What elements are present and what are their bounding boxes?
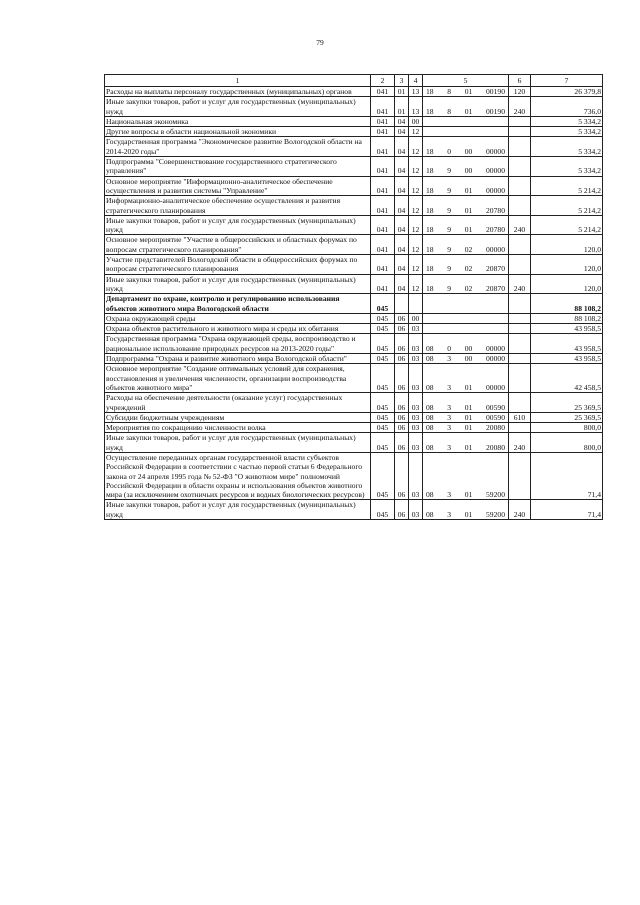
- row-subsection-code: 13: [409, 97, 423, 117]
- table-row: [105, 452, 603, 499]
- row-section-code: [395, 294, 409, 314]
- table-row: [105, 412, 603, 422]
- target-direction: 20870: [486, 264, 505, 274]
- target-program: 08: [426, 490, 434, 500]
- row-target-code: [423, 255, 509, 275]
- row-target-code: [423, 97, 509, 117]
- row-name: Государственная программа "Охрана окружающей среды, воспроизводство и рациональное использование природных ресурсов на 2013-2020 годы": [105, 334, 371, 354]
- row-name: Мероприятия по сокращению численности волка: [105, 423, 371, 433]
- row-amount: 5 214,2: [531, 196, 603, 216]
- target-subprogram: 9: [447, 264, 452, 274]
- target-measure: 02: [464, 283, 473, 293]
- target-direction: 59200: [486, 509, 505, 519]
- row-target-code: [423, 354, 509, 364]
- row-expense-type: 240: [509, 433, 531, 453]
- table-row: [105, 423, 603, 433]
- row-expense-type: 240: [509, 500, 531, 520]
- target-subprogram: 3: [447, 412, 452, 422]
- target-measure: 01: [464, 205, 473, 215]
- header-col-2: 2: [371, 75, 395, 87]
- row-section-code: 01: [395, 87, 409, 97]
- target-subprogram: 0: [447, 146, 452, 156]
- row-expense-type: [509, 137, 531, 157]
- table-row: [105, 500, 603, 520]
- target-measure: 01: [464, 185, 473, 195]
- table-row: [105, 393, 603, 413]
- row-expense-type: [509, 364, 531, 393]
- target-direction: 00000: [486, 244, 505, 254]
- target-direction: 00590: [486, 402, 505, 412]
- target-program: 08: [426, 412, 434, 422]
- row-target-code: [423, 334, 509, 354]
- row-admin-code: 041: [371, 87, 395, 97]
- row-admin-code: 045: [371, 294, 395, 314]
- table-row: [105, 87, 603, 97]
- row-subsection-code: 03: [409, 334, 423, 354]
- row-subsection-code: 00: [409, 116, 423, 126]
- table-row: [105, 294, 603, 314]
- target-direction: 00000: [486, 354, 505, 364]
- table-row: [105, 97, 603, 117]
- row-subsection-code: 03: [409, 423, 423, 433]
- target-measure: 00: [464, 166, 473, 176]
- target-measure: 01: [464, 106, 473, 116]
- row-name: Основное мероприятие "Информационно-аналитическое обеспечение осуществления и развития системы "Управление": [105, 176, 371, 196]
- row-name: Иные закупки товаров, работ и услуг для государственных (муниципальных) нужд: [105, 97, 371, 117]
- target-direction: 00000: [486, 382, 505, 392]
- row-amount: 120,0: [531, 274, 603, 294]
- header-row: [105, 75, 603, 87]
- table-row: [105, 354, 603, 364]
- row-subsection-code: 03: [409, 500, 423, 520]
- row-section-code: 06: [395, 324, 409, 334]
- target-program: 08: [426, 354, 434, 364]
- row-section-code: 06: [395, 364, 409, 393]
- row-target-code: [423, 393, 509, 413]
- row-name: Национальная экономика: [105, 116, 371, 126]
- table-row: [105, 364, 603, 393]
- target-program: 08: [426, 402, 434, 412]
- table-body: [105, 87, 603, 520]
- target-measure: 01: [464, 87, 473, 96]
- row-expense-type: [509, 354, 531, 364]
- row-amount: 88 108,2: [531, 313, 603, 323]
- row-section-code: 04: [395, 215, 409, 235]
- row-section-code: 06: [395, 412, 409, 422]
- row-section-code: 04: [395, 116, 409, 126]
- row-section-code: 06: [395, 334, 409, 354]
- row-expense-type: [509, 235, 531, 255]
- row-amount: 736,0: [531, 97, 603, 117]
- row-amount: 71,4: [531, 452, 603, 499]
- target-subprogram: 3: [447, 442, 452, 452]
- target-direction: 00000: [486, 146, 505, 156]
- row-subsection-code: 12: [409, 215, 423, 235]
- row-target-code: [423, 423, 509, 433]
- row-admin-code: 041: [371, 255, 395, 275]
- target-direction: 20870: [486, 283, 505, 293]
- row-subsection-code: 12: [409, 127, 423, 137]
- target-program: 18: [426, 225, 434, 235]
- target-program: 18: [426, 205, 434, 215]
- row-admin-code: 041: [371, 97, 395, 117]
- row-expense-type: [509, 423, 531, 433]
- table-row: [105, 274, 603, 294]
- row-admin-code: 045: [371, 393, 395, 413]
- row-target-code: [423, 176, 509, 196]
- row-expense-type: [509, 196, 531, 216]
- row-subsection-code: [409, 294, 423, 314]
- target-subprogram: 9: [447, 283, 452, 293]
- target-program: 08: [426, 509, 434, 519]
- page-number: 79: [316, 38, 324, 47]
- row-section-code: 06: [395, 423, 409, 433]
- row-subsection-code: 03: [409, 364, 423, 393]
- target-subprogram: 9: [447, 205, 452, 215]
- row-amount: 43 958,5: [531, 324, 603, 334]
- row-section-code: 06: [395, 313, 409, 323]
- table-row: [105, 334, 603, 354]
- row-admin-code: 045: [371, 354, 395, 364]
- row-name: Участие представителей Вологодской области в общероссийских форумах по вопросам стратегического планирования: [105, 255, 371, 275]
- target-direction: 00000: [486, 166, 505, 176]
- row-target-code: [423, 274, 509, 294]
- row-target-code: [423, 116, 509, 126]
- target-direction: 00590: [486, 412, 505, 422]
- target-program: 08: [426, 442, 434, 452]
- row-subsection-code: 12: [409, 176, 423, 196]
- row-admin-code: 041: [371, 274, 395, 294]
- row-section-code: 06: [395, 433, 409, 453]
- row-admin-code: 041: [371, 196, 395, 216]
- row-amount: 71,4: [531, 500, 603, 520]
- row-subsection-code: 03: [409, 452, 423, 499]
- row-name: Субсидии бюджетным учреждениям: [105, 412, 371, 422]
- row-target-code: [423, 324, 509, 334]
- row-admin-code: 041: [371, 176, 395, 196]
- row-amount: 5 334,2: [531, 137, 603, 157]
- row-subsection-code: 03: [409, 354, 423, 364]
- row-target-code: [423, 433, 509, 453]
- row-expense-type: [509, 127, 531, 137]
- row-amount: 26 379,8: [531, 87, 603, 97]
- row-admin-code: 045: [371, 433, 395, 453]
- row-amount: 25 369,5: [531, 412, 603, 422]
- target-measure: 01: [464, 509, 473, 519]
- row-admin-code: 041: [371, 127, 395, 137]
- row-expense-type: [509, 324, 531, 334]
- target-subprogram: 3: [447, 423, 452, 433]
- target-program: 08: [426, 382, 434, 392]
- row-section-code: 04: [395, 137, 409, 157]
- row-section-code: 04: [395, 255, 409, 275]
- target-subprogram: 3: [447, 402, 452, 412]
- table-row: [105, 255, 603, 275]
- table-row: [105, 137, 603, 157]
- target-measure: 01: [464, 490, 473, 500]
- row-admin-code: 041: [371, 157, 395, 177]
- target-direction: 20080: [486, 423, 505, 433]
- row-expense-type: [509, 452, 531, 499]
- row-name: Иные закупки товаров, работ и услуг для государственных (муниципальных) нужд: [105, 433, 371, 453]
- row-section-code: 04: [395, 127, 409, 137]
- row-name: Охрана объектов растительного и животного мира и среды их обитания: [105, 324, 371, 334]
- row-name: Основное мероприятие "Участие в общероссийских и областных форумах по вопросам стратегического планирования": [105, 235, 371, 255]
- row-name: Основное мероприятие "Создание оптимальных условий для сохранения, восстановления и увеличения численности, организации воспроизводства объектов животного мира": [105, 364, 371, 393]
- row-section-code: 06: [395, 500, 409, 520]
- header-col-1: 1: [105, 75, 371, 87]
- row-amount: 5 334,2: [531, 127, 603, 137]
- budget-table: [104, 74, 603, 520]
- table-row: [105, 324, 603, 334]
- row-subsection-code: 03: [409, 433, 423, 453]
- row-subsection-code: 12: [409, 235, 423, 255]
- row-expense-type: [509, 294, 531, 314]
- row-subsection-code: 00: [409, 313, 423, 323]
- row-target-code: [423, 235, 509, 255]
- row-target-code: [423, 500, 509, 520]
- target-program: 08: [426, 423, 434, 433]
- row-amount: 5 214,2: [531, 215, 603, 235]
- row-name: Государственная программа "Экономическое развитие Вологодской области на 2014-2020 годы": [105, 137, 371, 157]
- target-subprogram: 3: [447, 382, 452, 392]
- row-target-code: [423, 364, 509, 393]
- row-admin-code: 041: [371, 215, 395, 235]
- target-program: 18: [426, 244, 434, 254]
- target-program: 18: [426, 283, 434, 293]
- row-target-code: [423, 215, 509, 235]
- row-amount: 120,0: [531, 235, 603, 255]
- row-target-code: [423, 412, 509, 422]
- target-direction: 00190: [486, 106, 505, 116]
- row-name: Осуществление переданных органам государственной власти субъектов Российской Федерации в соответствии с частью первой статьи 6 Федерального закона от 24 апреля 1995 года № 52-ФЗ "О животном мире" полномочий Российской Федерации в области охраны и использования объектов животного мира (за исключением охотничьих ресурсов и водных биологических ресурсов): [105, 452, 371, 499]
- header-col-7: 7: [531, 75, 603, 87]
- row-name: Иные закупки товаров, работ и услуг для государственных (муниципальных) нужд: [105, 274, 371, 294]
- row-expense-type: 240: [509, 215, 531, 235]
- target-direction: 20780: [486, 205, 505, 215]
- row-admin-code: 045: [371, 412, 395, 422]
- row-expense-type: 120: [509, 87, 531, 97]
- target-program: 18: [426, 146, 434, 156]
- row-amount: 5 214,2: [531, 176, 603, 196]
- row-subsection-code: 03: [409, 412, 423, 422]
- target-measure: 02: [464, 244, 473, 254]
- target-measure: 02: [464, 264, 473, 274]
- row-admin-code: 041: [371, 235, 395, 255]
- row-amount: 5 334,2: [531, 157, 603, 177]
- target-subprogram: 0: [447, 343, 452, 353]
- target-subprogram: 3: [447, 509, 452, 519]
- row-expense-type: 240: [509, 274, 531, 294]
- row-admin-code: 041: [371, 116, 395, 126]
- row-admin-code: 045: [371, 452, 395, 499]
- row-name: Расходы на выплаты персоналу государственных (муниципальных) органов: [105, 87, 371, 97]
- target-direction: 20080: [486, 442, 505, 452]
- target-program: 18: [426, 87, 434, 96]
- target-subprogram: 3: [447, 490, 452, 500]
- target-direction: 00000: [486, 343, 505, 353]
- table-row: [105, 157, 603, 177]
- target-measure: 01: [464, 442, 473, 452]
- target-subprogram: 8: [447, 87, 452, 96]
- row-target-code: [423, 294, 509, 314]
- table-row: [105, 176, 603, 196]
- target-program: 18: [426, 264, 434, 274]
- row-admin-code: 045: [371, 313, 395, 323]
- row-amount: 43 958,5: [531, 334, 603, 354]
- table-row: [105, 196, 603, 216]
- target-program: 18: [426, 106, 434, 116]
- table-row: [105, 235, 603, 255]
- row-admin-code: 045: [371, 334, 395, 354]
- row-expense-type: 610: [509, 412, 531, 422]
- target-measure: 01: [464, 412, 473, 422]
- target-direction: 20780: [486, 225, 505, 235]
- row-section-code: 06: [395, 393, 409, 413]
- target-measure: 00: [464, 146, 473, 156]
- target-subprogram: 9: [447, 225, 452, 235]
- row-name: Подпрограмма "Совершенствование государственного стратегического управления": [105, 157, 371, 177]
- target-measure: 00: [464, 354, 473, 364]
- row-amount: 42 458,5: [531, 364, 603, 393]
- target-measure: 01: [464, 402, 473, 412]
- row-name: Подпрограмма "Охрана и развитие животного мира Вологодской области": [105, 354, 371, 364]
- target-measure: 01: [464, 423, 473, 433]
- target-direction: 00000: [486, 185, 505, 195]
- row-section-code: 04: [395, 235, 409, 255]
- row-admin-code: 045: [371, 324, 395, 334]
- row-expense-type: [509, 116, 531, 126]
- row-name: Информационно-аналитическое обеспечение осуществления и развития стратегического планирования: [105, 196, 371, 216]
- target-program: 18: [426, 185, 434, 195]
- target-subprogram: 9: [447, 244, 452, 254]
- target-program: 08: [426, 343, 434, 353]
- row-expense-type: 240: [509, 97, 531, 117]
- row-expense-type: [509, 255, 531, 275]
- row-amount: 120,0: [531, 255, 603, 275]
- table-row: [105, 313, 603, 323]
- row-target-code: [423, 196, 509, 216]
- target-measure: 00: [464, 343, 473, 353]
- row-subsection-code: 12: [409, 255, 423, 275]
- target-subprogram: 8: [447, 106, 452, 116]
- header-col-6: 6: [509, 75, 531, 87]
- row-expense-type: [509, 313, 531, 323]
- target-program: 18: [426, 166, 434, 176]
- row-subsection-code: 03: [409, 324, 423, 334]
- row-amount: 800,0: [531, 433, 603, 453]
- target-measure: 01: [464, 382, 473, 392]
- row-target-code: [423, 127, 509, 137]
- row-subsection-code: 12: [409, 274, 423, 294]
- row-amount: 800,0: [531, 423, 603, 433]
- row-target-code: [423, 452, 509, 499]
- row-subsection-code: 03: [409, 393, 423, 413]
- row-section-code: 04: [395, 176, 409, 196]
- row-subsection-code: 12: [409, 157, 423, 177]
- row-amount: 43 958,5: [531, 354, 603, 364]
- target-subprogram: 9: [447, 166, 452, 176]
- row-name: Охрана окружающей среды: [105, 313, 371, 323]
- row-expense-type: [509, 176, 531, 196]
- row-section-code: 06: [395, 354, 409, 364]
- row-name: Иные закупки товаров, работ и услуг для государственных (муниципальных) нужд: [105, 500, 371, 520]
- table-row: [105, 116, 603, 126]
- row-amount: 88 108,2: [531, 294, 603, 314]
- row-section-code: 04: [395, 196, 409, 216]
- target-subprogram: 9: [447, 185, 452, 195]
- header-col-3: 3: [395, 75, 409, 87]
- target-direction: 59200: [486, 490, 505, 500]
- row-amount: 25 369,5: [531, 393, 603, 413]
- row-target-code: [423, 137, 509, 157]
- row-expense-type: [509, 157, 531, 177]
- header-col-4: 4: [409, 75, 423, 87]
- row-admin-code: 045: [371, 364, 395, 393]
- target-subprogram: 3: [447, 354, 452, 364]
- row-section-code: 01: [395, 97, 409, 117]
- header-col-5: 5: [423, 75, 509, 87]
- row-name: Иные закупки товаров, работ и услуг для государственных (муниципальных) нужд: [105, 215, 371, 235]
- row-section-code: 04: [395, 157, 409, 177]
- row-admin-code: 045: [371, 500, 395, 520]
- row-name: Другие вопросы в области национальной экономики: [105, 127, 371, 137]
- table-row: [105, 433, 603, 453]
- row-admin-code: 041: [371, 137, 395, 157]
- row-target-code: [423, 87, 509, 97]
- row-subsection-code: 13: [409, 87, 423, 97]
- row-subsection-code: 12: [409, 196, 423, 216]
- table-row: [105, 215, 603, 235]
- row-admin-code: 045: [371, 423, 395, 433]
- row-section-code: 06: [395, 452, 409, 499]
- row-expense-type: [509, 334, 531, 354]
- row-expense-type: [509, 393, 531, 413]
- row-name: Расходы на обеспечение деятельности (оказание услуг) государственных учреждений: [105, 393, 371, 413]
- row-subsection-code: 12: [409, 137, 423, 157]
- row-name: Департамент по охране, контролю и регулированию использования объектов животного мира Вологодской области: [105, 294, 371, 314]
- row-target-code: [423, 157, 509, 177]
- table-row: [105, 127, 603, 137]
- row-target-code: [423, 313, 509, 323]
- row-amount: 5 334,2: [531, 116, 603, 126]
- row-section-code: 04: [395, 274, 409, 294]
- target-measure: 01: [464, 225, 473, 235]
- target-direction: 00190: [486, 87, 505, 96]
